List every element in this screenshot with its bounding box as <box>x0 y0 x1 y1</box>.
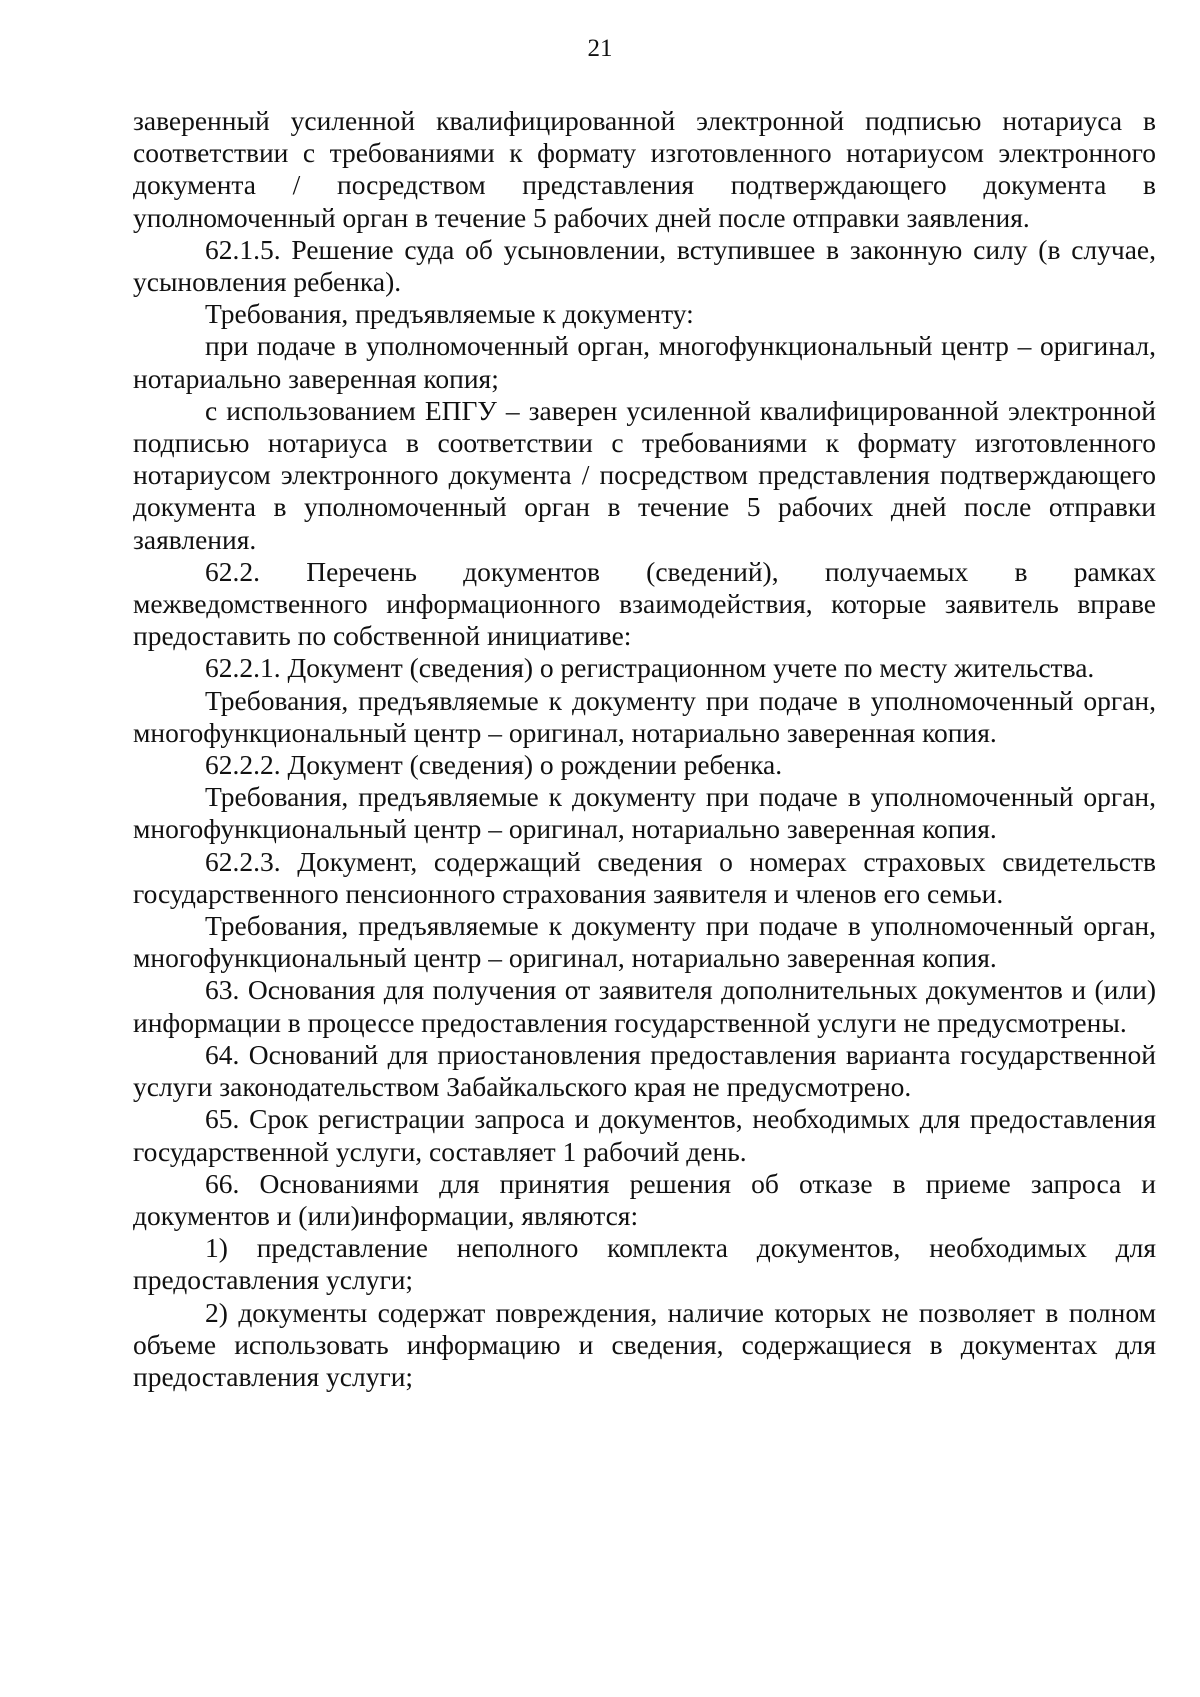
paragraph-62-2-1: 62.2.1. Документ (сведения) о регистрационном учете по месту жительства. <box>205 652 1095 684</box>
paragraph-64: 64. Оснований для приостановления предоставления варианта государственной услуги законодательством Забайкальского края не предусмотрено. <box>133 1038 1156 1103</box>
paragraph-62-1-5: 62.1.5. Решение суда об усыновлении, вступившее в законную силу (в случае, усыновления ребенка). <box>133 233 1156 298</box>
paragraph-66-item-2: 2) документы содержат повреждения, наличие которых не позволяет в полном объеме использовать информацию и сведения, содержащиеся в документах для предоставления услуги; <box>133 1296 1156 1392</box>
document-body <box>133 105 1156 1393</box>
paragraph-62-2: 62.2. Перечень документов (сведений), получаемых в рамках межведомственного информационного взаимодействия, которые заявитель вправе предоставить по собственной инициативе: <box>133 555 1156 652</box>
paragraph-65: 65. Срок регистрации запроса и документов, необходимых для предоставления государственной услуги, составляет 1 рабочий день. <box>133 1103 1156 1167</box>
paragraph-requirements-office: при подаче в уполномоченный орган, многофункциональный центр – оригинал, нотариально заверенная копия; <box>133 330 1156 394</box>
paragraph-63: 63. Основания для получения от заявителя дополнительных документов и (или) информации в процессе предоставления государственной услуги не предусмотрены. <box>133 974 1156 1038</box>
paragraph-66-item-1: 1) представление неполного комплекта документов, необходимых для предоставления услуги; <box>133 1232 1156 1296</box>
paragraph-requirements-62-2-2: Требования, предъявляемые к документу при подаче в уполномоченный орган, многофункциональный центр – оригинал, нотариально заверенная копия. <box>133 781 1156 845</box>
paragraph-continuation: заверенный усиленной квалифицированной электронной подписью нотариуса в соответствии с требованиями к формату изготовленного нотариусом электронного документа / посредством представления подтверждающего документа в уполномоченный орган в течение 5 рабочих дней после отправки заявления. <box>133 105 1156 233</box>
paragraph-requirements-epgu: с использованием ЕПГУ – заверен усиленной квалифицированной электронной подписью нотариуса в соответствии с требованиями к формату изготовленного нотариусом электронного документа / посредством представления подтверждающего документа в уполномоченный орган в течение 5 рабочих дней после отправки заявления. <box>133 394 1156 555</box>
page-number: 21 <box>587 35 613 62</box>
paragraph-66: 66. Основаниями для принятия решения об отказе в приеме запроса и документов и (или)информации, являются: <box>133 1167 1156 1231</box>
paragraph-62-2-3: 62.2.3. Документ, содержащий сведения о номерах страховых свидетельств государственного пенсионного страхования заявителя и членов его семьи. <box>133 845 1156 909</box>
paragraph-requirements-heading: Требования, предъявляемые к документу: <box>205 298 694 330</box>
paragraph-requirements-62-2-1: Требования, предъявляемые к документу при подаче в уполномоченный орган, многофункциональный центр – оригинал, нотариально заверенная копия. <box>133 684 1156 748</box>
paragraph-62-2-2: 62.2.2. Документ (сведения) о рождении ребенка. <box>205 749 783 781</box>
paragraph-requirements-62-2-3: Требования, предъявляемые к документу при подаче в уполномоченный орган, многофункциональный центр – оригинал, нотариально заверенная копия. <box>133 910 1156 974</box>
